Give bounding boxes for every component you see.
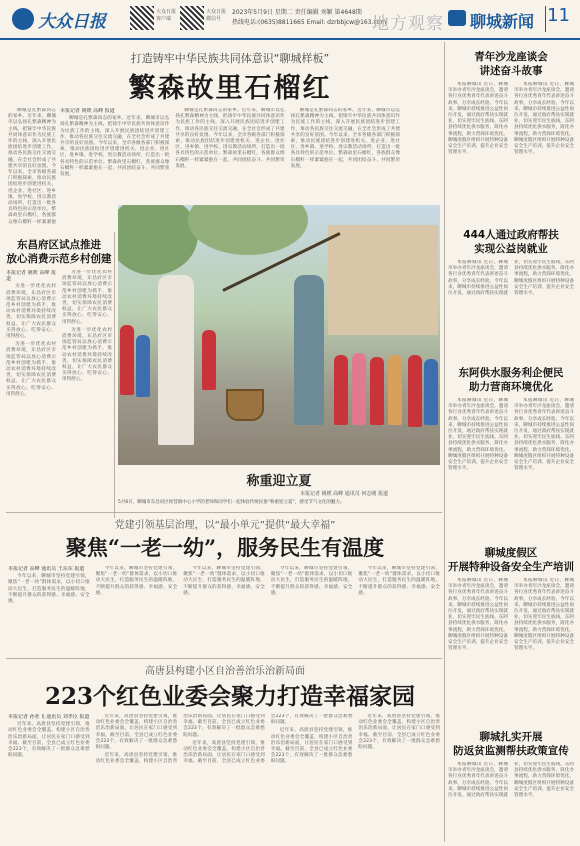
left-column-body: 本报记者 姚媛 高峰 报道 为进一步优化农村消费环境，东昌府区市场监管局以放心消费示范乡村创建为抓手，推动农村消费环境持续改善，切实保障农民消费权益，让广大农民群众买得放心、吃得安心、用得舒心。 为进一步优化农村消费环境，东昌府区市场监管局以放心消费示范乡村创建为抓手，推动农村消费环境持续改善，切实保障农民消费权益，让广大农民群众买得放心、吃得安心、用得舒心。 为进一步优化农村消费环境，东昌府区市场监管局以放心消费示范乡村创建为抓手，推动农村消费环境持续改善，切实保障农民消费权益，让广大农民群众买得放心、吃得安心、用得舒心。 为进一步优化农村消费环境，东昌府区市场监管局以放心消费示范乡村创建为抓手，推动农村消费环境持续改善，切实保障农民消费权益，让广大农民群众买得放心、吃得安心、用得舒心。	[6, 270, 112, 397]
right-headline-4: 聊城度假区 开展特种设备安全生产培训	[448, 547, 574, 573]
qr-code-icon	[130, 6, 154, 30]
photo-credit: 本报记者 姚媛 高峰 通讯员 何志刚 报道	[300, 491, 388, 497]
qr-code-icon	[180, 6, 204, 30]
right-body-3: 本报聊城讯 近日，聊城市举办青年沙龙座谈会，邀请各行业优秀青年代表讲述奋斗故事，分享成长经验。今年以来，聊城市持续推进公益性岗位开发，通过政府帮扶实现就业，切实兜牢民生底线。东阿县持续优化供水服务，简化办事流程，助力营商环境优化。聊城度假区组织开展特种设备安全生产培训，提升企业安全管理水平。 本报聊城讯 近日，聊城市举办青年沙龙座谈会，邀请各行业优秀青年代表讲述奋斗故事，分享成长经验。今年以来，聊城市持续推进公益性岗位开发，通过政府帮扶实现就业，切实兜牢民生底线。东阿县持续优化供水服务，简化办事流程，助力营商环境优化。聊城度假区组织开展特种设备安全生产培训，提升企业安全管理水平。	[448, 398, 574, 472]
top-story-kicker: 打造铸牢中华民族共同体意识“聊城样板”	[130, 52, 330, 65]
adult-figure	[294, 275, 324, 425]
divider	[545, 6, 546, 32]
section-subtitle: 聊城新闻	[470, 12, 535, 31]
issue-meta: 2023年5月9日 星期二 责任编辑 刘颖 第4648期 热线电话:(0635)8811665 Email: dzrbbjcw@163.com	[232, 9, 387, 26]
photo-title: 称重迎立夏	[246, 474, 312, 489]
teacher-figure	[158, 275, 194, 445]
news-photo	[118, 205, 440, 465]
right-body-4: 本报聊城讯 近日，聊城市举办青年沙龙座谈会，邀请各行业优秀青年代表讲述奋斗故事，分享成长经验。今年以来，聊城市持续推进公益性岗位开发，通过政府帮扶实现就业，切实兜牢民生底线。东阿县持续优化供水服务，简化办事流程，助力营商环境优化。聊城度假区组织开展特种设备安全生产培训，提升企业安全管理水平。 本报聊城讯 近日，聊城市举办青年沙龙座谈会，邀请各行业优秀青年代表讲述奋斗故事，分享成长经验。今年以来，聊城市持续推进公益性岗位开发，通过政府帮扶实现就业，切实兜牢民生底线。东阿县持续优化供水服务，简化办事流程，助力营商环境优化。聊城度假区组织开展特种设备安全生产培训，提升企业安全管理水平。	[448, 578, 574, 652]
right-headline-1: 青年沙龙座谈会 讲述奋斗故事	[474, 51, 548, 77]
newspaper-brand: 大众日报	[38, 12, 106, 32]
right-headline-3: 东阿供水服务利企便民 助力营商环境优化	[458, 367, 564, 393]
section-title: 地方观察	[372, 14, 444, 34]
left-column-headline: 东昌府区试点推进 放心消费示范乡村创建	[6, 239, 112, 265]
page-number: 11	[547, 5, 570, 26]
right-body-5: 本报聊城讯 近日，聊城市举办青年沙龙座谈会，邀请各行业优秀青年代表讲述奋斗故事，分享成长经验。今年以来，聊城市持续推进公益性岗位开发，通过政府帮扶实现就业，切实兜牢民生底线。东阿县持续优化供水服务，简化办事流程，助力营商环境优化。聊城度假区组织开展特种设备安全生产培训，提升企业安全管理水平。	[448, 762, 574, 799]
photo-caption: 5月6日，聊城市东昌府区侯营镇中心小学的老师和同学们一起体验传统民俗“称重迎立夏”，感受节气文化的魅力。	[118, 500, 345, 505]
newspaper-logo-icon	[12, 8, 34, 30]
divider	[114, 232, 115, 518]
divider	[444, 42, 445, 842]
right-body-2: 本报聊城讯 近日，聊城市举办青年沙龙座谈会，邀请各行业优秀青年代表讲述奋斗故事，分享成长经验。今年以来，聊城市持续推进公益性岗位开发，通过政府帮扶实现就业，切实兜牢民生底线。东阿县持续优化供水服务，简化办事流程，助力营商环境优化。聊城度假区组织开展特种设备安全生产培训，提升企业安全管理水平。	[448, 260, 574, 297]
left-column-text: 聊城是孔繁森同志的家乡。近年来，聊城市以弘扬孔繁森精神为主线，把铸牢中华民族共同体意识作为民族工作的主线，深入开展民族团结进步创建工作，推动各民族交往交流交融，在全社会形成了共建共享的良好氛围。今年以来，全市各级各部门积极探索，推动民族团结进步创建进机关、进企业、进社区、进乡镇、进学校、进宗教活动场所，打造出一批各具特色的示范单位。繁森故里石榴红，各族群众像石榴籽一样紧紧抱	[8, 108, 56, 225]
third-story-body: 本报记者 孙亚飞 通讯员 刘孝臣 报道 近年来，高唐县坚持党建引领，推动红色业委会全覆盖，构建小区自治善治乐治新局面，让居民在家门口感受到幸福。截至目前，全县已成立红色业委会223个，有效解决了一批群众急难愁盼问题。 近年来，高唐县坚持党建引领，推动红色业委会全覆盖，构建小区自治善治乐治新局面，让居民在家门口感受到幸福。截至目前，全县已成立红色业委会223个，有效解决了一批群众急难愁盼问题。 近年来，高唐县坚持党建引领，推动红色业委会全覆盖，构建小区自治善治乐治新局面，让居民在家门口感受到幸福。截至目前，全县已成立红色业委会223个，有效解决了一批群众急难愁盼问题。 近年来，高唐县坚持党建引领，推动红色业委会全覆盖，构建小区自治善治乐治新局面，让居民在家门口感受到幸福。截至目前，全县已成立红色业委会223个，有效解决了一批群众急难愁盼问题。 近年来，高唐县坚持党建引领，推动红色业委会全覆盖，构建小区自治善治乐治新局面，让居民在家门口感受到幸福。截至目前，全县已成立红色业委会223个，有效解决了一批群众急难愁盼问题。 近年来，高唐县坚持党建引领，推动红色业委会全覆盖，构建小区自治善治乐治新局面，让居民在家门口感受到幸福。截至目前，全县已成立红色业委会223个，有效解决了一批群众急难愁盼问题。	[8, 714, 440, 765]
scale-basket	[226, 389, 264, 421]
masthead	[0, 0, 580, 40]
city-emblem-icon	[448, 10, 466, 26]
top-story-headline: 繁森故里石榴红	[128, 73, 332, 104]
right-body-1: 本报聊城讯 近日，聊城市举办青年沙龙座谈会，邀请各行业优秀青年代表讲述奋斗故事，分享成长经验。今年以来，聊城市持续推进公益性岗位开发，通过政府帮扶实现就业，切实兜牢民生底线。东阿县持续优化供水服务，简化办事流程，助力营商环境优化。聊城度假区组织开展特种设备安全生产培训，提升企业安全管理水平。 本报聊城讯 近日，聊城市举办青年沙龙座谈会，邀请各行业优秀青年代表讲述奋斗故事，分享成长经验。今年以来，聊城市持续推进公益性岗位开发，通过政府帮扶实现就业，切实兜牢民生底线。东阿县持续优化供水服务，简化办事流程，助力营商环境优化。聊城度假区组织开展特种设备安全生产培训，提升企业安全管理水平。	[448, 82, 574, 156]
third-story-kicker: 高唐县构建小区自治善治乐治新局面	[145, 666, 305, 677]
top-story-body: 本报记者 姚媛 高峰 报道 聊城是孔繁森同志的家乡。近年来，聊城市以弘扬孔繁森精神为主线，把铸牢中华民族共同体意识作为民族工作的主线，深入开展民族团结进步创建工作，推动各民族交往交流交融，在全社会形成了共建共享的良好氛围。今年以来，全市各级各部门积极探索，推动民族团结进步创建进机关、进企业、进社区、进乡镇、进学校、进宗教活动场所，打造出一批各具特色的示范单位。繁森故里石榴红，各族群众像石榴籽一样紧紧抱在一起，共同团结奋斗、共同繁荣发展。 聊城是孔繁森同志的家乡。近年来，聊城市以弘扬孔繁森精神为主线，把铸牢中华民族共同体意识作为民族工作的主线，深入开展民族团结进步创建工作，推动各民族交往交流交融，在全社会形成了共建共享的良好氛围。今年以来，全市各级各部门积极探索，推动民族团结进步创建进机关、进企业、进社区、进乡镇、进学校、进宗教活动场所，打造出一批各具特色的示范单位。繁森故里石榴红，各族群众像石榴籽一样紧紧抱在一起，共同团结奋斗、共同繁荣发展。 聊城是孔繁森同志的家乡。近年来，聊城市以弘扬孔繁森精神为主线，把铸牢中华民族共同体意识作为民族工作的主线，深入开展民族团结进步创建工作，推动各民族交往交流交融，在全社会形成了共建共享的良好氛围。今年以来，全市各级各部门积极探索，推动民族团结进步创建进机关、进企业、进社区、进乡镇、进学校、进宗教活动场所，打造出一批各具特色的示范单位。繁森故里石榴红，各族群众像石榴籽一样紧紧抱在一起，共同团结奋斗、共同繁荣发展。	[60, 108, 400, 178]
second-story-headline: 聚焦“一老一幼”，服务民生有温度	[65, 535, 385, 560]
top-story-byline: 本报记者 姚媛 高峰 报道	[60, 108, 115, 114]
third-story-headline: 223个红色业委会聚力打造幸福家园	[44, 683, 415, 710]
divider	[6, 658, 442, 659]
second-story-kicker: 党建引领基层治理，以“最小单元”提供“最大幸福”	[114, 520, 336, 531]
right-headline-2: 444人通过政府帮扶 实现公益岗就业	[463, 229, 559, 255]
right-headline-5: 聊城扎实开展 防返贫监测帮扶政策宣传	[453, 731, 569, 757]
qr-caption-2: 大众日报 微信号	[206, 9, 227, 22]
divider	[6, 512, 442, 513]
qr-caption-1: 大众日报 客户端	[156, 9, 177, 22]
second-story-body: 本报记者 高峰 通讯员 王东东 报道 今年以来，聊城市坚持党建引领，聚焦“一老一幼”群体需求，以小切口推动大民生，打造服务民生的温暖阵地，不断提升群众的获得感、幸福感、安全感。 今年以来，聊城市坚持党建引领，聚焦“一老一幼”群体需求，以小切口推动大民生，打造服务民生的温暖阵地，不断提升群众的获得感、幸福感、安全感。 今年以来，聊城市坚持党建引领，聚焦“一老一幼”群体需求，以小切口推动大民生，打造服务民生的温暖阵地，不断提升群众的获得感、幸福感、安全感。 今年以来，聊城市坚持党建引领，聚焦“一老一幼”群体需求，以小切口推动大民生，打造服务民生的温暖阵地，不断提升群众的获得感、幸福感、安全感。 今年以来，聊城市坚持党建引领，聚焦“一老一幼”群体需求，以小切口推动大民生，打造服务民生的温暖阵地，不断提升群众的获得感、幸福感、安全感。	[8, 566, 440, 605]
